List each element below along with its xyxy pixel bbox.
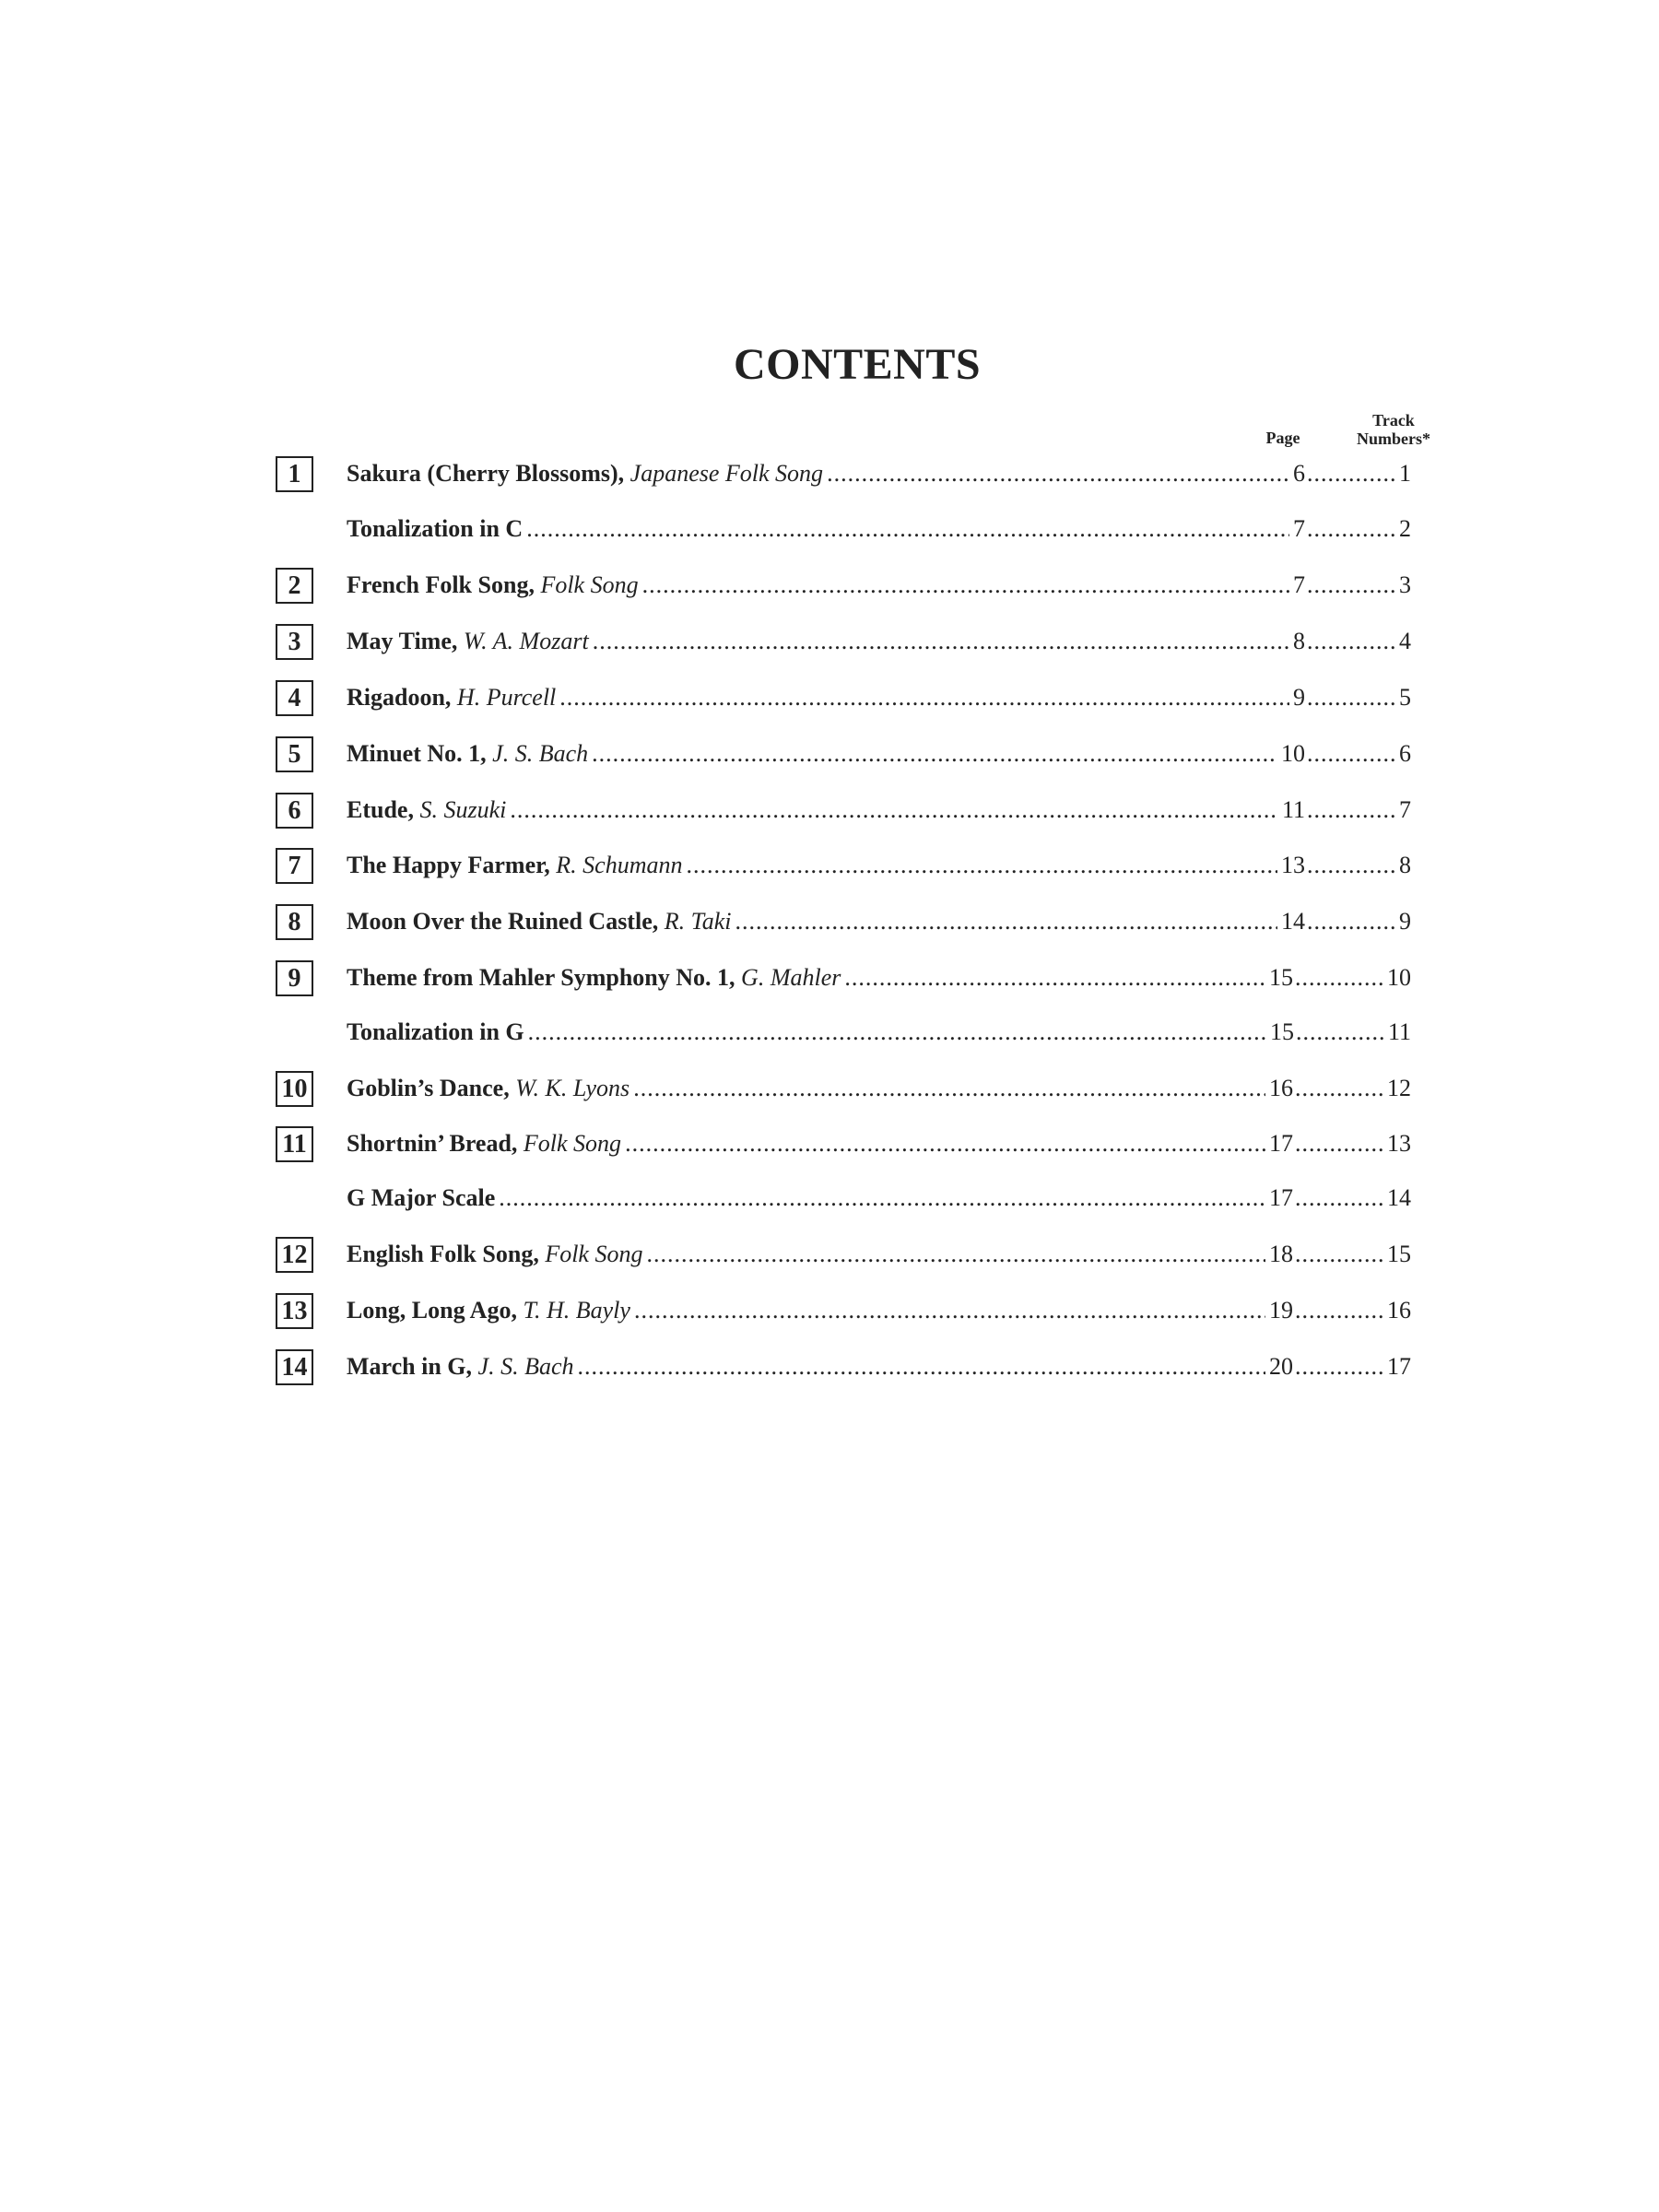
dot-leader (528, 1017, 1266, 1048)
piece-number-box: 1 (276, 456, 313, 492)
page-number: 15 (1269, 964, 1293, 991)
track-number: 3 (1399, 571, 1411, 598)
toc-entry-line (347, 458, 1411, 489)
dot-leader (1307, 458, 1395, 489)
dot-leader (526, 513, 1289, 545)
toc-entry (0, 1126, 1659, 1167)
track-number: 4 (1399, 628, 1411, 654)
dot-leader (1307, 682, 1395, 713)
piece-number-box: 8 (276, 904, 313, 940)
page-number: 15 (1269, 1018, 1294, 1045)
piece-title: French Folk Song, (347, 571, 535, 598)
toc-entry (0, 793, 1659, 833)
track-number: 7 (1399, 796, 1411, 823)
track-number: 1 (1399, 460, 1411, 487)
piece-number-box: 2 (276, 568, 313, 604)
page-title: CONTENTS (733, 340, 982, 389)
page-number: 8 (1293, 628, 1305, 654)
dot-leader (592, 738, 1277, 770)
page-number: 20 (1269, 1353, 1293, 1380)
track-number: 17 (1387, 1353, 1411, 1380)
toc-entry (0, 848, 1659, 888)
track-number: 13 (1387, 1130, 1411, 1157)
dot-leader (646, 1239, 1265, 1270)
toc-entry (0, 624, 1659, 665)
piece-composer: W. A. Mozart (463, 628, 589, 654)
piece-title: G Major Scale (347, 1184, 496, 1211)
toc-entry (0, 568, 1659, 608)
page-number: 13 (1281, 852, 1305, 878)
dot-leader (1307, 738, 1395, 770)
piece-composer: Japanese Folk Song (629, 460, 824, 487)
dot-leader (1295, 1351, 1383, 1382)
toc-entry-line (347, 794, 1411, 826)
dot-leader (499, 1182, 1265, 1214)
track-number: 10 (1387, 964, 1411, 991)
dot-leader (559, 682, 1289, 713)
dot-leader (625, 1128, 1265, 1159)
dot-leader (1295, 1182, 1383, 1214)
dot-leader (1295, 1128, 1383, 1159)
page-number: 19 (1269, 1297, 1293, 1324)
toc-entry-line (347, 906, 1411, 937)
page-column-header (1246, 429, 1320, 447)
page-number: 16 (1269, 1075, 1293, 1101)
piece-title: Theme from Mahler Symphony No. 1, (347, 964, 735, 991)
track-number: 6 (1399, 740, 1411, 767)
piece-composer: Folk Song (545, 1241, 643, 1267)
page-number: 17 (1269, 1130, 1293, 1157)
track-number: 11 (1387, 1018, 1411, 1045)
track-column-label-line2: Numbers* (1357, 429, 1430, 448)
toc-entry-line (347, 682, 1411, 713)
piece-title: Sakura (Cherry Blossoms), (347, 460, 625, 487)
toc-entry (0, 680, 1659, 721)
page-number: 17 (1269, 1184, 1293, 1211)
dot-leader (634, 1295, 1265, 1326)
piece-title: Long, Long Ago, (347, 1297, 517, 1324)
dot-leader (1295, 962, 1383, 994)
page-number: 18 (1269, 1241, 1293, 1267)
piece-title: May Time, (347, 628, 458, 654)
toc-entry-line (347, 1239, 1411, 1270)
page-number: 7 (1293, 515, 1305, 542)
track-number: 9 (1399, 908, 1411, 935)
page-number: 9 (1293, 684, 1305, 711)
dot-leader (578, 1351, 1266, 1382)
page-column-label: Page (1265, 429, 1300, 447)
track-number: 12 (1387, 1075, 1411, 1101)
dot-leader (827, 458, 1289, 489)
page-number: 6 (1293, 460, 1305, 487)
toc-entry-line (347, 738, 1411, 770)
dot-leader (1307, 794, 1395, 826)
page-number: 7 (1293, 571, 1305, 598)
piece-title: Rigadoon, (347, 684, 452, 711)
piece-composer: Folk Song (540, 571, 639, 598)
piece-composer: G. Mahler (741, 964, 841, 991)
dot-leader (1307, 513, 1395, 545)
dot-leader (735, 906, 1277, 937)
toc-entry (0, 1237, 1659, 1277)
piece-composer: Folk Song (523, 1130, 622, 1157)
dot-leader (510, 794, 1278, 826)
piece-title: Minuet No. 1, (347, 740, 487, 767)
toc-entry-line (347, 962, 1411, 994)
toc-entry (0, 904, 1659, 945)
toc-entry-line (347, 626, 1411, 657)
toc-entry (0, 736, 1659, 777)
piece-title: Shortnin’ Bread, (347, 1130, 518, 1157)
dot-leader (1307, 570, 1395, 601)
piece-number-box: 13 (276, 1293, 313, 1329)
dot-leader (642, 570, 1289, 601)
piece-composer: H. Purcell (456, 684, 557, 711)
toc-entry-line (347, 513, 1411, 545)
toc-entry-line (347, 1017, 1411, 1048)
piece-title: English Folk Song, (347, 1241, 539, 1267)
piece-number-box: 5 (276, 736, 313, 772)
dot-leader (1307, 626, 1395, 657)
track-column-label-line1: Track (1372, 411, 1415, 429)
track-number: 2 (1399, 515, 1411, 542)
toc-entry (0, 456, 1659, 497)
piece-composer: J. S. Bach (477, 1353, 574, 1380)
toc-entry-line (347, 570, 1411, 601)
dot-leader (1295, 1295, 1383, 1326)
piece-number-box: 4 (276, 680, 313, 716)
toc-entry-line (347, 1182, 1411, 1214)
dot-leader (633, 1073, 1265, 1104)
dot-leader (844, 962, 1265, 994)
piece-title: The Happy Farmer, (347, 852, 550, 878)
piece-number-box: 10 (276, 1071, 313, 1107)
toc-entry (0, 1293, 1659, 1334)
toc-entry (0, 1015, 1659, 1055)
toc-entry-line (347, 1073, 1411, 1104)
page-number: 14 (1281, 908, 1305, 935)
dot-leader (1295, 1239, 1383, 1270)
piece-composer: T. H. Bayly (523, 1297, 630, 1324)
dot-leader (1307, 906, 1395, 937)
toc-entry (0, 512, 1659, 552)
dot-leader (1307, 850, 1395, 881)
piece-title: Goblin’s Dance, (347, 1075, 510, 1101)
toc-entry-line (347, 1351, 1411, 1382)
piece-composer: J. S. Bach (492, 740, 589, 767)
page-number: 11 (1281, 796, 1305, 823)
dot-leader (686, 850, 1277, 881)
piece-title: Moon Over the Ruined Castle, (347, 908, 659, 935)
dot-leader (593, 626, 1289, 657)
piece-composer: S. Suzuki (419, 796, 507, 823)
piece-title: Tonalization in G (347, 1018, 524, 1045)
track-number: 15 (1387, 1241, 1411, 1267)
toc-entry (0, 1181, 1659, 1221)
toc-entry-line (347, 1128, 1411, 1159)
toc-entry-line (347, 850, 1411, 881)
track-number: 8 (1399, 852, 1411, 878)
piece-number-box: 12 (276, 1237, 313, 1273)
piece-composer: R. Schumann (556, 852, 683, 878)
track-number: 5 (1399, 684, 1411, 711)
piece-number-box: 14 (276, 1349, 313, 1385)
piece-title: March in G, (347, 1353, 473, 1380)
toc-entry (0, 1349, 1659, 1390)
track-column-header (1338, 411, 1449, 448)
toc-entry-line (347, 1295, 1411, 1326)
piece-number-box: 9 (276, 960, 313, 996)
page-number: 10 (1281, 740, 1305, 767)
track-number: 16 (1387, 1297, 1411, 1324)
piece-number-box: 11 (276, 1126, 313, 1162)
track-number: 14 (1387, 1184, 1411, 1211)
dot-leader (1296, 1017, 1384, 1048)
dot-leader (1295, 1073, 1383, 1104)
toc-entry (0, 1071, 1659, 1112)
piece-composer: W. K. Lyons (515, 1075, 630, 1101)
piece-number-box: 3 (276, 624, 313, 660)
piece-title: Etude, (347, 796, 414, 823)
piece-number-box: 7 (276, 848, 313, 884)
piece-composer: R. Taki (664, 908, 732, 935)
piece-title: Tonalization in C (347, 515, 524, 542)
piece-number-box: 6 (276, 793, 313, 829)
toc-entry (0, 960, 1659, 1001)
